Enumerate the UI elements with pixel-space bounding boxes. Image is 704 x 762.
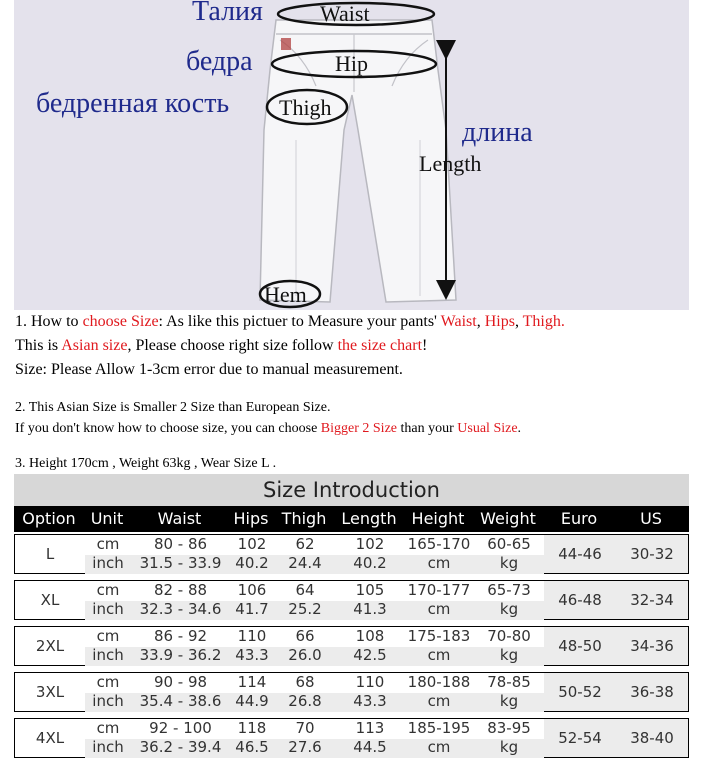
unit-cm-cell: cm [96,673,120,691]
option-cell: L [45,545,55,563]
header-hips: Hips [233,509,269,528]
table-row-4xl [14,718,689,758]
thigh-cm-cell: 66 [295,627,315,645]
highlight-text: Bigger 2 Size [320,421,398,436]
thigh-label: Thigh [279,95,332,120]
header-thigh: Thigh [281,509,327,528]
size-table [14,474,689,762]
hip-label-ru: бедра [186,46,253,77]
table-row-xl [14,580,689,620]
highlight-text: Waist [440,313,477,330]
note-text: 1. How to [15,313,83,330]
weight-cell: 83-95 [487,719,531,737]
note-text: : As like this pictuer to Measure your pants' [158,313,441,330]
length-cm-cell: 108 [355,627,385,645]
unit-cm-cell: cm [96,719,120,737]
note-line-5 [15,421,521,437]
table-row-l [14,534,689,574]
hem-label: Hem [264,282,307,307]
waist-label: Waist [320,1,370,26]
note-line-1 [15,313,565,331]
note-text: , Please choose right size follow [127,337,338,354]
highlight-text: Thigh. [522,313,565,330]
weight-unit-cell: kg [499,646,519,664]
unit-cm-cell: cm [96,581,120,599]
pants-illustration [14,0,689,310]
note-line-2 [15,337,427,355]
us-cell: 36-38 [630,683,674,701]
height-cell: 180-188 [407,673,471,691]
hips-cm-cell: 114 [237,673,267,691]
hips-cm-cell: 102 [237,535,267,553]
note-line-6: 3. Height 170cm , Weight 63kg , Wear Size L . [15,456,277,471]
header-weight: Weight [480,509,536,528]
unit-inch-cell: inch [92,646,124,664]
height-cell: 165-170 [407,535,471,553]
length-inch-cell: 40.2 [353,554,387,572]
unit-inch-cell: inch [92,738,124,756]
highlight-text: Usual Size [457,421,518,436]
table-row-3xl [14,672,689,712]
length-label: Length [419,151,482,176]
thigh-cm-cell: 62 [295,535,315,553]
weight-cell: 60-65 [487,535,531,553]
header-option: Option [22,509,76,528]
note-text: , [476,313,485,330]
thigh-inch-cell: 26.0 [288,646,322,664]
waist-label-ru: Талия [192,0,263,27]
waist-inch-cell: 36.2 - 39.4 [139,738,222,756]
note-text: ! [422,337,428,354]
height-cell: 185-195 [407,719,471,737]
waist-cm-cell: 86 - 92 [153,627,208,645]
note-text: This is [15,337,62,354]
option-cell: 4XL [35,729,65,747]
header-unit: Unit [90,509,124,528]
waist-inch-cell: 31.5 - 33.9 [139,554,222,572]
option-cell: 3XL [35,683,65,701]
length-cm-cell: 105 [355,581,385,599]
waist-cm-cell: 90 - 98 [153,673,208,691]
weight-unit-cell: kg [499,554,519,572]
hips-inch-cell: 46.5 [235,738,269,756]
height-unit-cell: cm [427,600,451,618]
table-title: Size Introduction [14,474,689,506]
table-row-2xl [14,626,689,666]
note-text: than your [397,421,458,436]
length-cm-cell: 110 [355,673,385,691]
waist-cm-cell: 82 - 88 [153,581,208,599]
height-cell: 175-183 [407,627,471,645]
thigh-cm-cell: 70 [295,719,315,737]
hips-cm-cell: 110 [237,627,267,645]
height-unit-cell: cm [427,738,451,756]
header-us: US [640,509,662,528]
header-euro: Euro [560,509,598,528]
thigh-inch-cell: 24.4 [288,554,322,572]
hips-inch-cell: 44.9 [235,692,269,710]
us-cell: 38-40 [630,729,674,747]
unit-inch-cell: inch [92,692,124,710]
note-line-3: Size: Please Allow 1-3cm error due to manual measurement. [15,361,403,378]
height-unit-cell: cm [427,646,451,664]
hips-cm-cell: 118 [237,719,267,737]
hips-inch-cell: 41.7 [235,600,269,618]
unit-inch-cell: inch [92,554,124,572]
waist-inch-cell: 35.4 - 38.6 [139,692,222,710]
highlight-text: Hips [484,313,515,330]
note-text: If you don't know how to choose size, you can choose [15,421,321,436]
height-unit-cell: cm [427,692,451,710]
weight-cell: 65-73 [487,581,531,599]
weight-unit-cell: kg [499,600,519,618]
measurement-diagram [14,0,689,310]
waist-cm-cell: 80 - 86 [153,535,208,553]
thigh-inch-cell: 27.6 [288,738,322,756]
note-text: . [517,421,522,436]
header-length: Length [341,509,397,528]
hips-cm-cell: 106 [237,581,267,599]
weight-unit-cell: kg [499,738,519,756]
euro-cell: 52-54 [558,729,602,747]
weight-unit-cell: kg [499,692,519,710]
length-label-ru: длина [462,117,533,148]
note-line-4: 2. This Asian Size is Smaller 2 Size than European Size. [15,400,331,415]
length-cm-cell: 113 [355,719,385,737]
euro-cell: 48-50 [558,637,602,655]
table-header [14,506,689,532]
thigh-label-ru: бедренная кость [36,88,230,119]
hips-inch-cell: 40.2 [235,554,269,572]
thigh-inch-cell: 25.2 [288,600,322,618]
height-cell: 170-177 [407,581,471,599]
header-height: Height [411,509,465,528]
height-unit-cell: cm [427,554,451,572]
thigh-inch-cell: 26.8 [288,692,322,710]
us-cell: 30-32 [630,545,674,563]
note-text: , [514,313,523,330]
hip-label: Hip [335,51,368,76]
unit-cm-cell: cm [96,627,120,645]
weight-cell: 70-80 [487,627,531,645]
euro-cell: 44-46 [558,545,602,563]
us-cell: 34-36 [630,637,674,655]
us-cell: 32-34 [630,591,674,609]
weight-cell: 78-85 [487,673,531,691]
waist-inch-cell: 33.9 - 36.2 [139,646,222,664]
waist-cm-cell: 92 - 100 [149,719,212,737]
highlight-text: choose Size [82,313,159,330]
length-inch-cell: 42.5 [353,646,387,664]
unit-inch-cell: inch [92,600,124,618]
euro-cell: 50-52 [558,683,602,701]
highlight-text: the size chart [337,337,423,354]
highlight-text: Asian size [61,337,128,354]
thigh-cm-cell: 64 [295,581,315,599]
length-cm-cell: 102 [355,535,385,553]
hips-inch-cell: 43.3 [235,646,269,664]
header-waist: Waist [157,509,202,528]
unit-cm-cell: cm [96,535,120,553]
length-inch-cell: 41.3 [353,600,387,618]
euro-cell: 46-48 [558,591,602,609]
option-cell: 2XL [35,637,65,655]
length-inch-cell: 43.3 [353,692,387,710]
length-inch-cell: 44.5 [353,738,387,756]
waist-inch-cell: 32.3 - 34.6 [139,600,222,618]
thigh-cm-cell: 68 [295,673,315,691]
option-cell: XL [40,591,60,609]
